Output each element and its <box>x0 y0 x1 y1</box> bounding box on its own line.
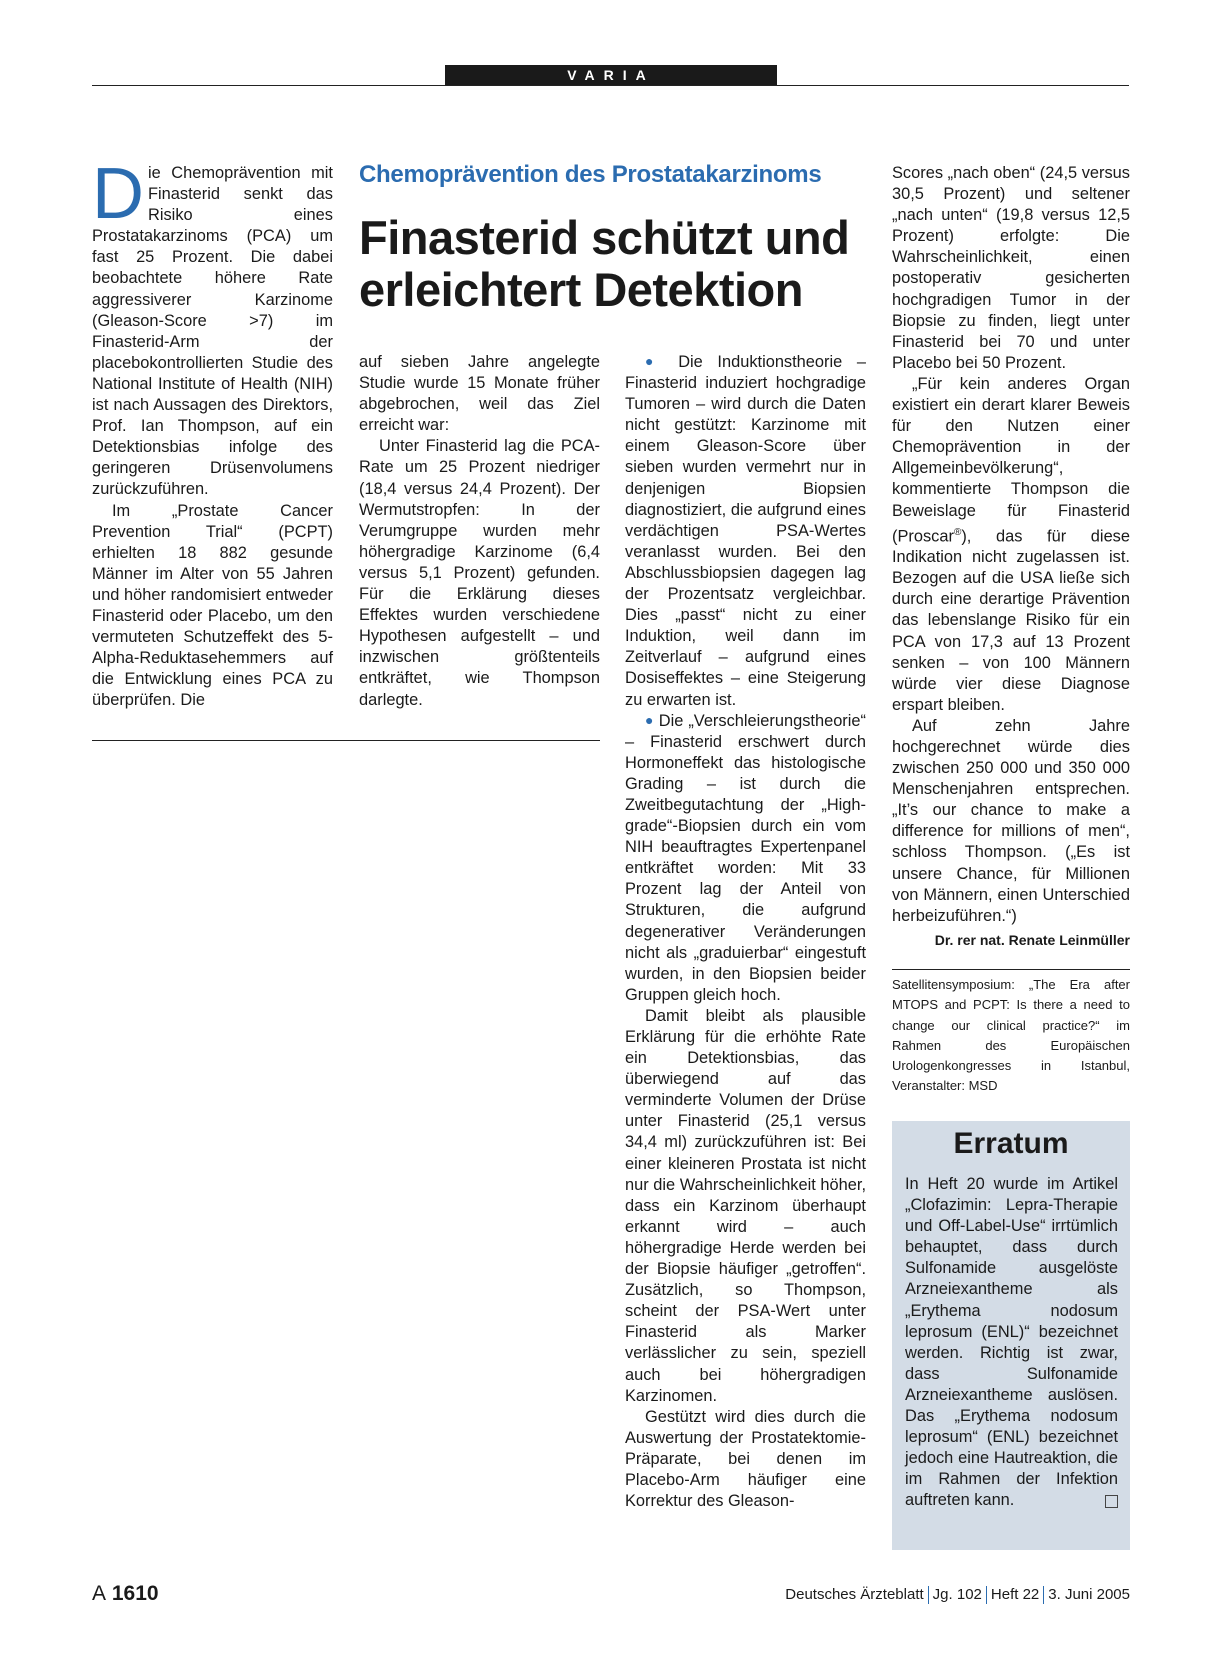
journal-volume: Jg. 102 <box>932 1586 982 1603</box>
lead-text: ie Chemoprävention mit Finasterid senkt das Risiko eines Prostatakarzinoms (PCA) um fast 25 Prozent. Die dabei beobachtete höhere Rate aggressiverer Karzinome (Gleason-Score >7) im Finasterid-Arm der placebokontrollierten Studie des National Institute of Health (NIH) ist nach Aussagen des Direktors, Prof. Ian Thompson, auf ein Detektionsbias infolge des geringeren Drüsenvolumens zurückzuführen. <box>92 164 333 499</box>
page-number-value: 1610 <box>111 1582 159 1605</box>
end-mark-icon <box>1105 1495 1118 1508</box>
erratum-text: In Heft 20 wurde im Artikel „Clofazimin: Lepra-Therapie und Off-Label-Use“ irrtümlich behauptet, dass durch Sulfonamide ausgelöste Arzneiexantheme als „Erythema nodosum leprosum (ENL)“ bezeichnet werden. Richtig ist zwar, dass Sulfonamide Arzneiexantheme auslösen. Das „Erythema nodosum leprosum“ (ENL) bezeichnet jedoch eine Hautreaktion, die im Rahmen der Infektion auftreten kann. <box>905 1175 1118 1510</box>
column-1 <box>92 154 333 711</box>
paragraph: Scores „nach oben“ (24,5 versus 30,5 Prozent) und seltener „nach unten“ (19,8 versus 12,5 Prozent) erfolgte: Die Wahrscheinlichkeit, einen postoperativ gesicherten hochgradigen Tumor in der Biopsie zu finden, liegt unter Finasterid bei 70 und unter Placebo bei 50 Prozent. <box>892 164 1130 372</box>
bullet-paragraph <box>625 352 866 711</box>
event-note: Satellitensymposium: „The Era after MTOPS and PCPT: Is there a need to change our clinical practice?“ im Rahmen des Europäischen Urologenkongresses in Istanbul, Veranstalter: MSD <box>892 976 1130 1094</box>
journal-date: 3. Juni 2005 <box>1048 1586 1130 1603</box>
separator <box>928 1586 929 1604</box>
erratum-text-wrap <box>905 1174 1118 1512</box>
journal-issue: Heft 22 <box>990 1586 1040 1603</box>
registered-mark: ® <box>953 526 962 538</box>
title-line-2: erleichtert Detektion <box>359 263 803 316</box>
erratum-title: Erratum <box>953 1127 1069 1160</box>
erratum-box <box>892 1121 1130 1550</box>
paragraph: Im „Prostate Cancer Prevention Trial“ (PCPT) erhielten 18 882 gesunde Männer im Alter von 55 Jahren und höher randomisiert entweder Finasterid oder Placebo, um den vermuteten Schutzeffekt des 5-Alpha-Reduktasehemmers auf die Entwicklung eines PCA zu überprüfen. Die <box>92 501 333 710</box>
page-number <box>92 1582 159 1606</box>
column-3 <box>625 352 866 1512</box>
article-title <box>359 212 869 316</box>
title-line-1: Finasterid schützt und <box>359 211 850 264</box>
text-run: „Für kein anderes Organ existiert ein derart klarer Beweis für den Nutzen einer Chemoprävention in der Allgemeinbevölkerung“, kommentierte Thompson die Beweislage für Finasterid (Proscar <box>892 374 1130 546</box>
separator <box>1043 1586 1044 1604</box>
bullet-text: Die „Verschleierungstheorie“ – Finasterid erschwert durch Hormoneffekt das histologische Grading – ist durch die Zweitbegutachtung der „High-grade“-Biopsien durch ein vom NIH beauftragtes Expertenpanel entkräftet worden: Mit 33 Prozent lag der Anteil von Strukturen, die aufgrund degenerativer Veränderungen nicht als „graduierbar“ eingestuft wurden, in den Biopsien beider Gruppen gleich hoch. <box>625 711 866 1004</box>
column-2 <box>359 352 600 711</box>
column-4 <box>892 163 1130 1097</box>
journal-info <box>785 1586 1130 1604</box>
drop-cap: D <box>92 154 144 234</box>
paragraph: auf sieben Jahre angelegte Studie wurde 15 Monate früher abgebrochen, weil das Ziel erreicht war: <box>359 353 600 435</box>
separator <box>986 1586 987 1604</box>
paragraph <box>892 374 1130 716</box>
lead-paragraph <box>92 154 333 501</box>
text-run: ), das für diese Indikation nicht zugelassen ist. Bezogen auf die USA ließe sich durch eine derartige Prävention das lebenslange Risiko für ein PCA von 17,3 auf 13 Prozent senken – von 100 Männern würde vier diese Diagnose erspart bleiben. <box>892 527 1130 714</box>
journal-name: Deutsches Ärzteblatt <box>785 1586 924 1603</box>
bullet-text: Die Induktionstheorie – Finasterid induziert hochgradige Tumoren – wird durch die Daten nicht gestützt: Karzinome mit einem Gleason-Score über sieben wurden vermehrt nur in denjenigen Biopsien diagnostiziert, die aufgrund eines verdächtigen PSA-Wertes veranlasst wurden. Bei den Abschlussbiopsien dagegen lag der Prozentsatz vergleichbar. Dies „passt“ nicht zu einer Induktion, weil dann im Zeitverlauf – aufgrund eines Dosiseffektes – eine Steigerung zu erwarten ist. <box>625 353 866 709</box>
article-kicker: Chemoprävention des Prostatakarzinoms <box>359 161 822 188</box>
paragraph: Unter Finasterid lag die PCA-Rate um 25 Prozent niedriger (18,4 versus 24,4 Prozent). Der Wermutstropfen: In der Verumgruppe wurden mehr höhergradige Karzinome (6,4 versus 5,1 Prozent) gefunden. Für die Erklärung dieses Effektes wurden verschiedene Hypothesen aufgestellt – und inzwischen größtenteils entkräftet, wie Thompson darlegte. <box>359 437 600 709</box>
header-rule <box>92 85 1129 86</box>
paragraph: Damit bleibt als plausible Erklärung für die erhöhte Rate ein Detektionsbias, das überwiegend auf das verminderte Volumen der Drüse unter Finasterid (25,1 versus 34,4 ml) zurückzuführen ist: Bei einer kleineren Prostata ist nicht nur die Wahrscheinlichkeit höher, dass ein Karzinom überhaupt erkannt wird – auch höhergradige Herde werden bei der Biopsie häufiger „getroffen“. Zusätzlich, so Thompson, scheint der PSA-Wert unter Finasterid als Marker verlässlicher zu sein, speziell auch bei höhergradigen Karzinomen. <box>625 1006 866 1405</box>
author: Dr. rer nat. Renate Leinmüller <box>934 931 1130 948</box>
paragraph: Auf zehn Jahre hochgerechnet würde dies zwischen 250 000 und 350 000 Menschenjahren entsprechen. „It’s our chance to make a difference for millions of men“, schloss Thompson. („Es ist unsere Chance, für Millionen von Männern, einen Unterschied herbeizuführen.“) <box>892 716 1130 925</box>
bullet-icon: ● <box>645 711 654 728</box>
section-tag: VARIA <box>445 65 777 85</box>
note-divider <box>892 969 1130 970</box>
bullet-icon: ● <box>645 353 664 369</box>
bullet-paragraph <box>625 711 866 1006</box>
paragraph: Gestützt wird dies durch die Auswertung der Prostatektomie-Präparate, bei denen im Placebo-Arm häufiger eine Korrektur des Gleason- <box>625 1407 866 1511</box>
divider <box>92 740 600 741</box>
page-prefix: A <box>92 1582 107 1605</box>
